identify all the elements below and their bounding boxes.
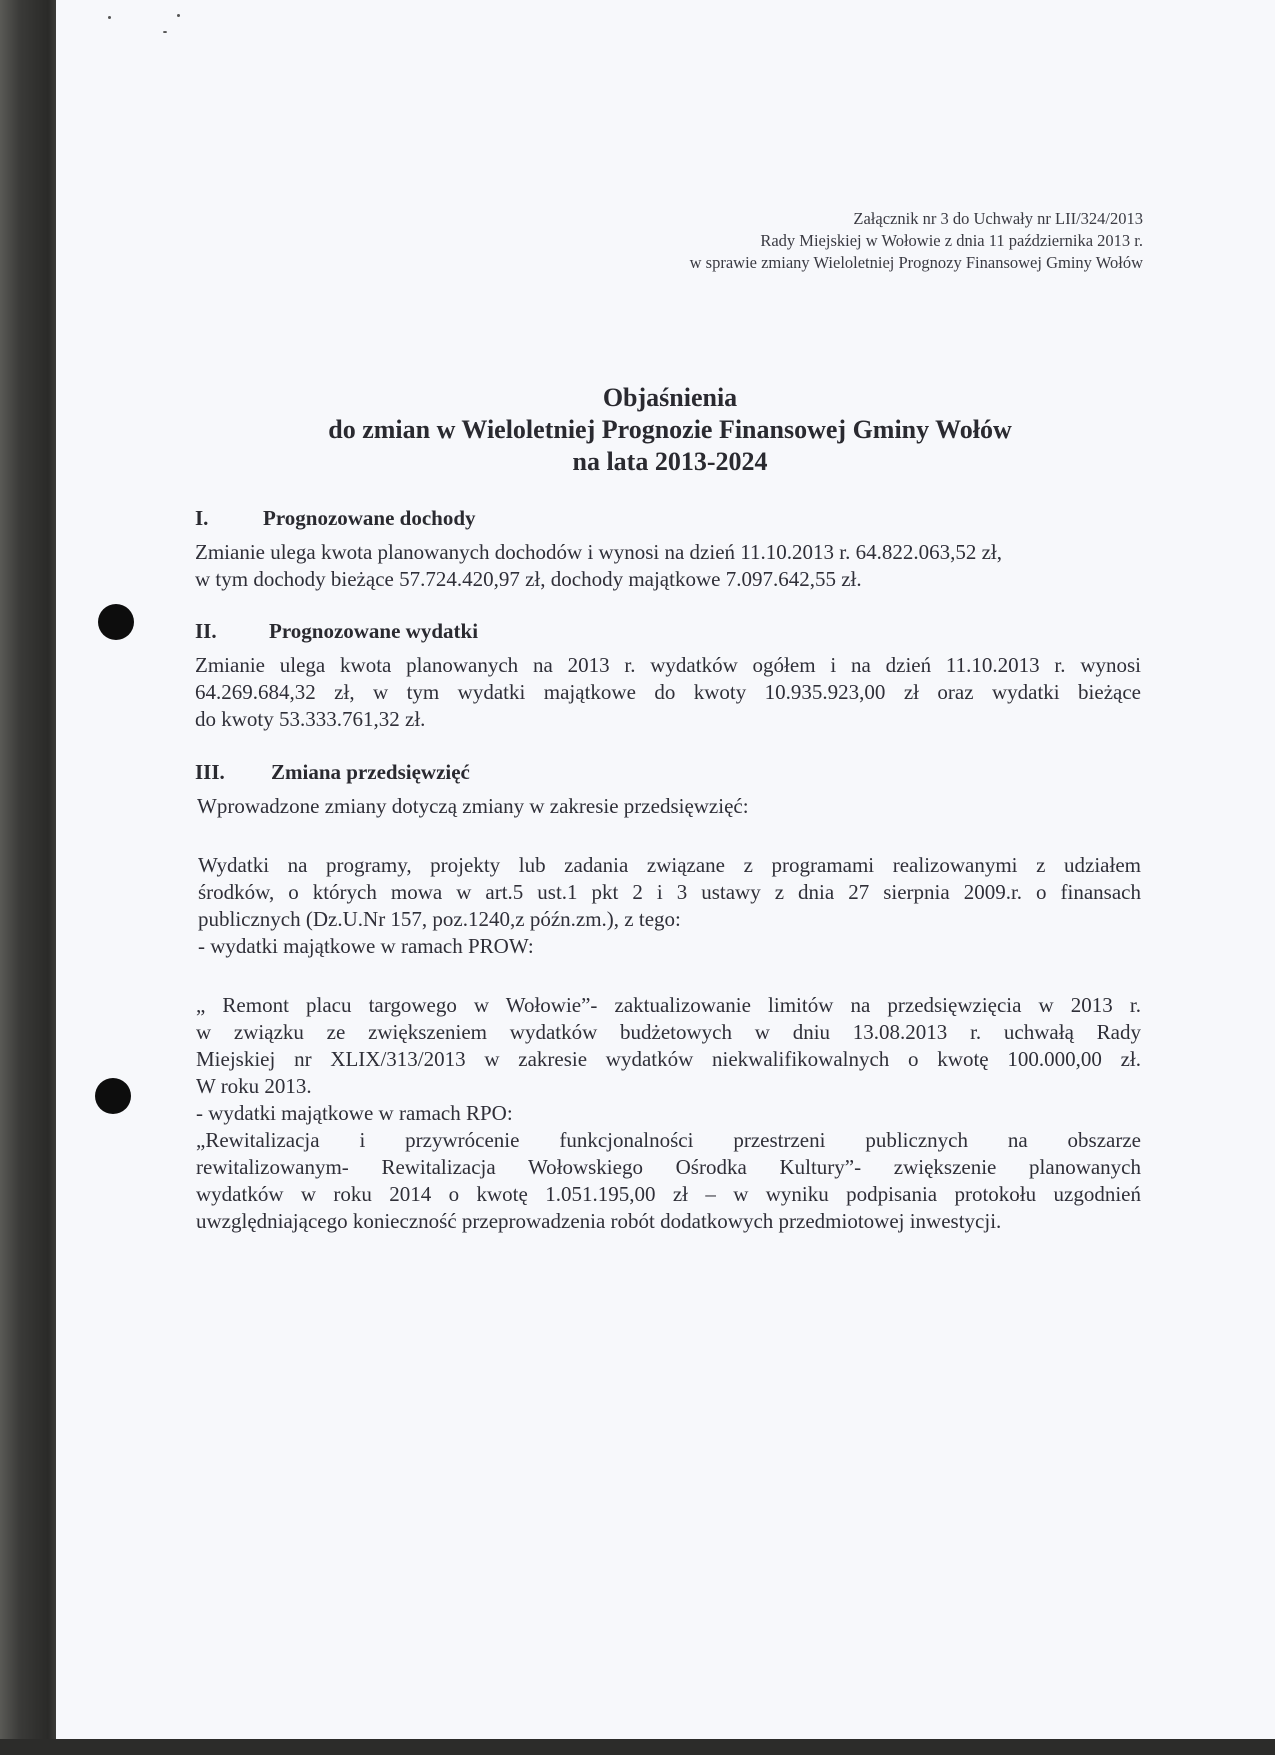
title-line: do zmian w Wieloletniej Prognozie Finansowej Gminy Wołów (328, 415, 1012, 444)
section-text-income (195, 539, 1141, 593)
section-title: Prognozowane wydatki (269, 619, 479, 643)
text-line: Wprowadzone zmiany dotyczą zmiany w zakresie przedsięwzięć: (197, 794, 749, 818)
attachment-line: Rady Miejskiej w Wołowie z dnia 11 października 2013 r. (760, 231, 1143, 250)
text-line: W roku 2013. (196, 1074, 312, 1098)
attachment-line: Załącznik nr 3 do Uchwały nr LII/324/2013 (853, 209, 1143, 228)
text-line: Zmianie ulega kwota planowanych na 2013 r. wydatków ogółem i na dzień 11.10.2013 r. wynosi (195, 653, 1141, 677)
section-number: I. (195, 506, 209, 530)
document-title (195, 382, 1145, 478)
text-line: do kwoty 53.333.761,32 zł. (195, 707, 426, 731)
attachment-line: w sprawie zmiany Wieloletniej Prognozy Finansowej Gminy Wołów (689, 253, 1143, 272)
section-number: II. (195, 619, 217, 643)
text-line: - wydatki majątkowe w ramach RPO: (196, 1101, 513, 1125)
text-line: publicznych (Dz.U.Nr 157, poz.1240,z późn.zm.), z tego: (198, 907, 681, 931)
section-number: III. (195, 760, 225, 784)
scan-edge-bottom (0, 1739, 1275, 1755)
text-line: uwzględniającego konieczność przeprowadzenia robót dodatkowych przedmiotowej inwestycji. (196, 1209, 1002, 1233)
text-line: Zmianie ulega kwota planowanych dochodów i wynosi na dzień 11.10.2013 r. 64.822.063,52 zł, (195, 540, 1002, 564)
section-text-projects (197, 793, 1143, 820)
text-line: Wydatki na programy, projekty lub zadania związane z programami realizowanymi z udziałem (198, 853, 1141, 877)
scan-speck (177, 14, 180, 17)
title-line: na lata 2013-2024 (572, 447, 768, 476)
section-title: Zmiana przedsięwzięć (271, 760, 470, 784)
text-line: Miejskiej nr XLIX/313/2013 w zakresie wydatków niekwalifikowalnych o kwotę 100.000,00 zł. (196, 1047, 1141, 1071)
text-line: w związku ze zwiększeniem wydatków budżetowych w dniu 13.08.2013 r. uchwałą Rady (196, 1020, 1141, 1044)
scan-speck (108, 16, 111, 19)
text-line: wydatków w roku 2014 o kwotę 1.051.195,00 zł – w wyniku podpisania protokołu uzgodnień (196, 1182, 1141, 1206)
scan-edge-left (0, 0, 56, 1755)
text-line: rewitalizowanym- Rewitalizacja Wołowskiego Ośrodka Kultury”- zwiększenie planowanych (196, 1155, 1141, 1179)
section-text-expenses (195, 652, 1141, 733)
text-line: środków, o których mowa w art.5 ust.1 pkt 2 i 3 ustawy z dnia 27 sierpnia 2009.r. o finansach (198, 880, 1141, 904)
punch-hole-bottom (95, 1078, 131, 1114)
text-line: 64.269.684,32 zł, w tym wydatki majątkowe do kwoty 10.935.923,00 zł oraz wydatki bieżące (195, 680, 1141, 704)
section-heading-projects (195, 760, 470, 785)
text-line: - wydatki majątkowe w ramach PROW: (198, 934, 534, 958)
punch-hole-top (98, 604, 134, 640)
text-line: „ Remont placu targowego w Wołowie”- zaktualizowanie limitów na przedsięwzięcia w 2013 r. (196, 993, 1141, 1017)
title-line: Objaśnienia (602, 383, 738, 412)
text-line: w tym dochody bieżące 57.724.420,97 zł, dochody majątkowe 7.097.642,55 zł. (195, 567, 862, 591)
programs-paragraph (198, 852, 1141, 960)
remont-paragraph (196, 992, 1141, 1235)
text-line: „Rewitalizacja i przywrócenie funkcjonalności przestrzeni publicznych na obszarze (196, 1128, 1141, 1152)
scan-speck (163, 31, 167, 33)
section-title: Prognozowane dochody (263, 506, 476, 530)
section-heading-expenses (195, 619, 478, 644)
section-heading-income (195, 506, 476, 531)
attachment-note (690, 208, 1143, 274)
